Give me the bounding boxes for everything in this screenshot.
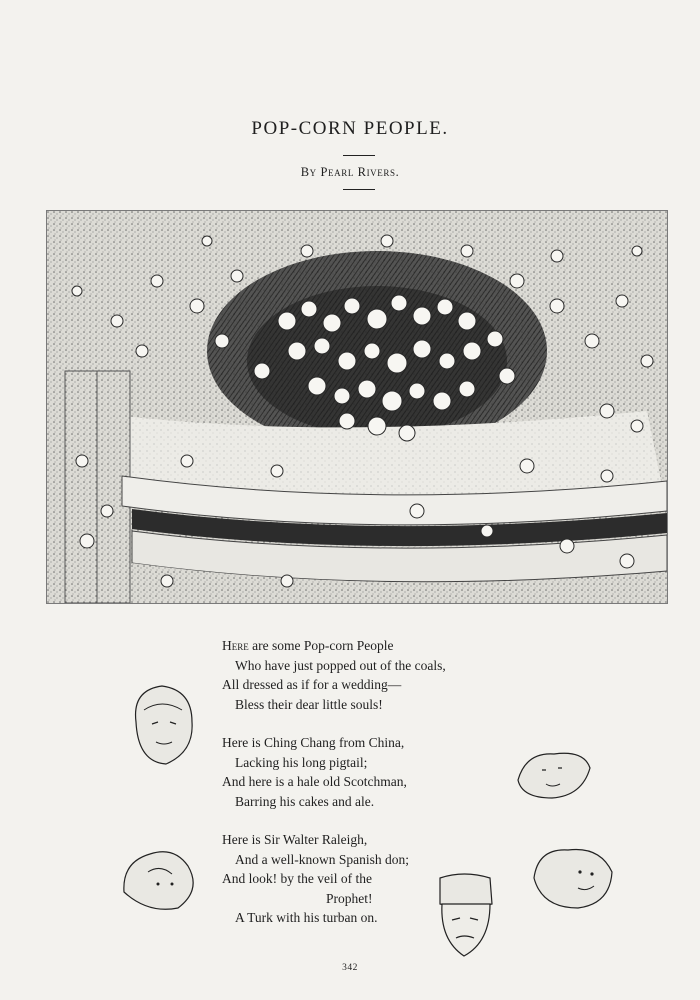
byline-author: Pearl Rivers. (320, 165, 400, 179)
popcorn-illustration (46, 210, 668, 604)
poem-line: A Turk with his turban on. (235, 910, 378, 925)
popcorn-raleigh-figure (118, 842, 202, 914)
poem-line: And a well-known Spanish don; (235, 851, 409, 867)
line-text: are some Pop-corn People (248, 638, 394, 653)
popcorn-spanish-don-figure (530, 842, 616, 912)
poem-line: Here is Ching Chang from China, (222, 735, 405, 750)
lead-word: Here (222, 638, 249, 653)
stanza-2 (222, 733, 522, 811)
popcorn-engraving-image (47, 211, 667, 603)
poem-line: Bless their dear little souls! (235, 696, 383, 712)
stanza-1 (222, 636, 522, 714)
poem-line: Lacking his long pigtail; (235, 754, 368, 770)
poem-title: POP-CORN PEOPLE. (251, 118, 449, 139)
popcorn-scotchman-figure (512, 744, 594, 802)
popcorn-chinaman-figure (126, 682, 198, 768)
byline-rule (343, 189, 375, 190)
poem-line: Prophet! (326, 890, 373, 906)
poem-line: All dressed as if for a wedding— (222, 677, 402, 692)
byline (0, 165, 700, 180)
byline-prefix: By (300, 165, 317, 179)
poem (222, 636, 522, 947)
page-number: 342 (342, 963, 358, 973)
title-rule (343, 155, 375, 156)
poem-line: And here is a hale old Scotchman, (222, 774, 407, 789)
stanza-3 (222, 830, 522, 928)
poem-line: Barring his cakes and ale. (235, 793, 375, 809)
poem-line: Who have just popped out of the coals, (235, 657, 446, 673)
poem-line: And look! by the veil of the (222, 871, 372, 886)
poem-line (222, 636, 522, 656)
poem-line: Here is Sir Walter Raleigh, (222, 832, 368, 847)
